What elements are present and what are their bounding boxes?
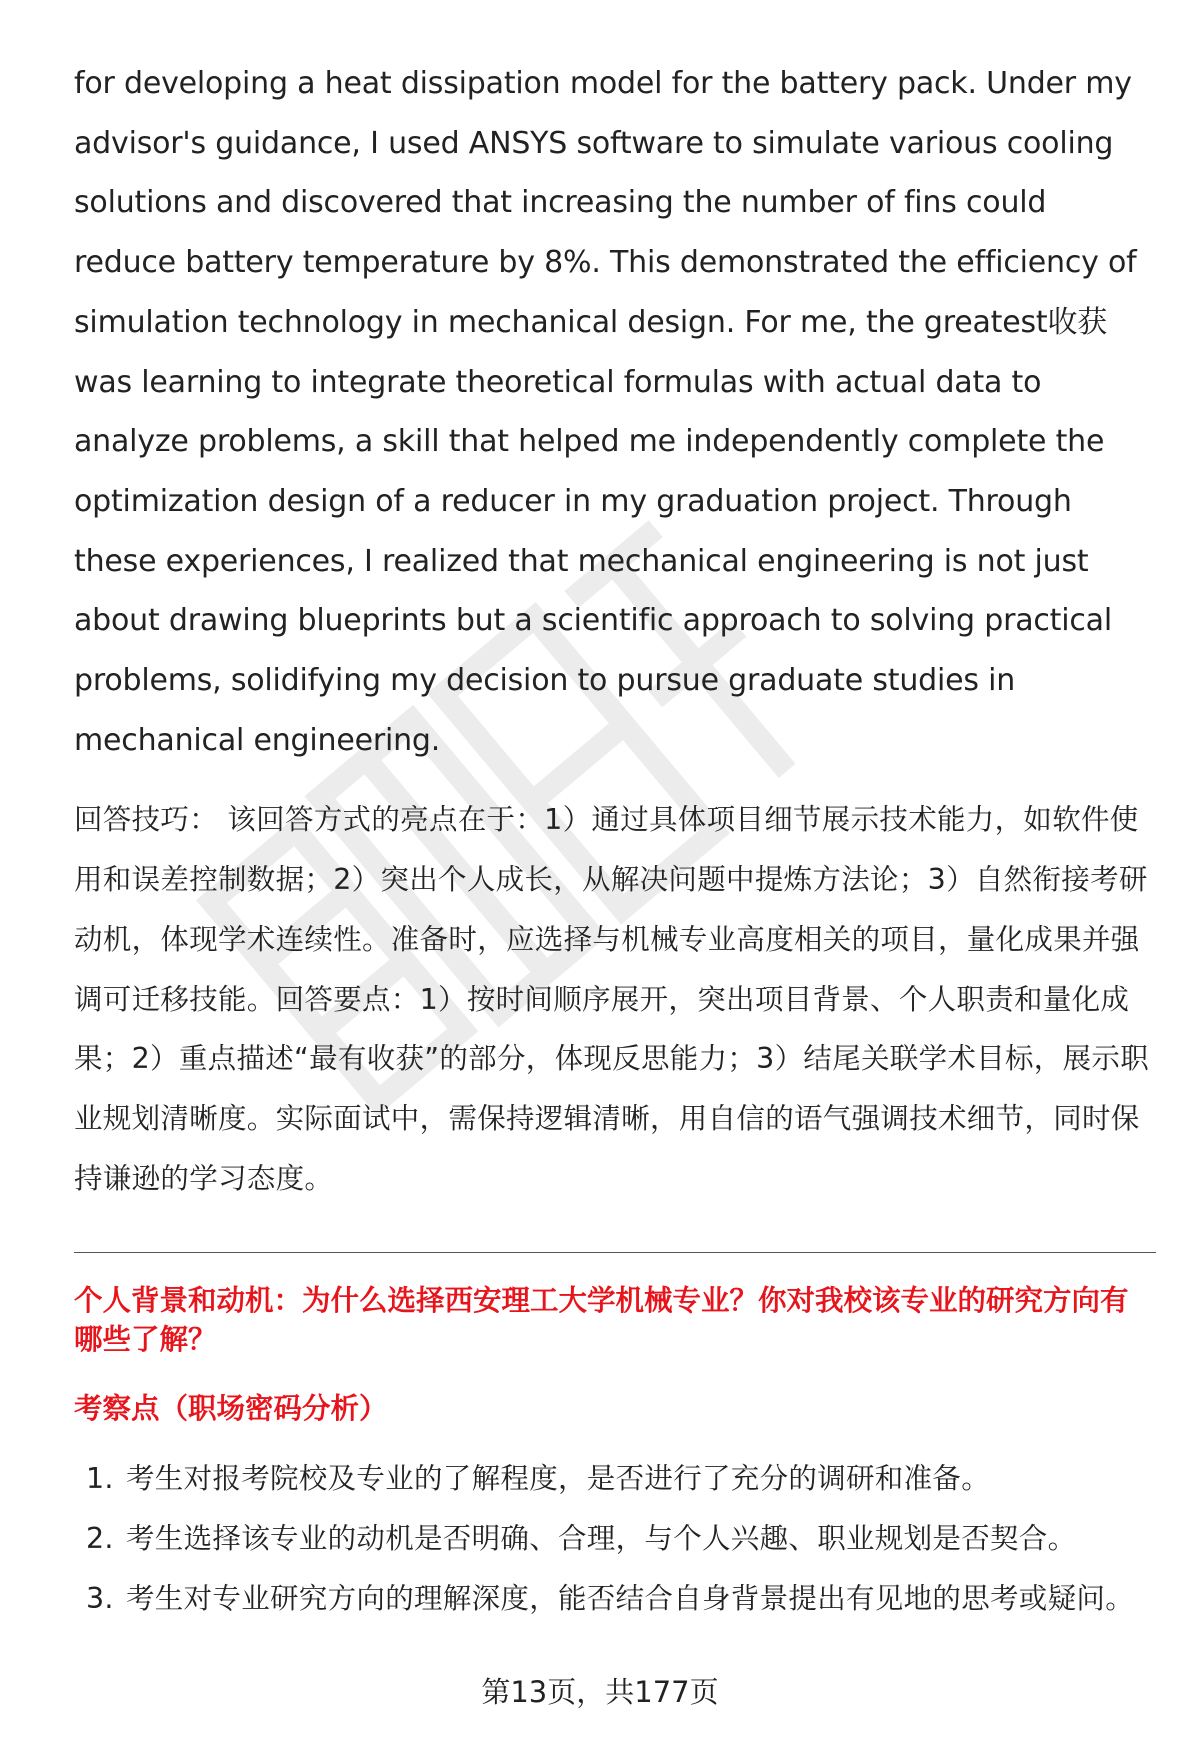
page-content [74, 54, 1156, 1628]
list-item-number: 3. [86, 1581, 114, 1615]
section-divider [74, 1252, 1156, 1253]
list-item-text: 考生选择该专业的动机是否明确、合理，与个人兴趣、职业规划是否契合。 [126, 1522, 1077, 1556]
list-item [74, 1509, 1156, 1569]
list-item-text: 考生对报考院校及专业的了解程度，是否进行了充分的调研和准备。 [126, 1462, 991, 1496]
list-item-number: 1. [86, 1462, 114, 1496]
list-item-text: 考生对专业研究方向的理解深度，能否结合自身背景提出有见地的思考或疑问。 [126, 1581, 1135, 1615]
page-footer: 第13页，共177页 [481, 1675, 719, 1709]
list-item [74, 1449, 1156, 1509]
question-title: 个人背景和动机：为什么选择西安理工大学机械专业？你对我校该专业的研究方向有哪些了解？ [74, 1284, 1129, 1357]
body-paragraph: for developing a heat dissipation model for the battery pack. Under my advisor's guidance, I used ANSYS software to simulate various cooling solutions and discovered that increasing the number of fins could reduce battery temperature by 8%. This demonstrated the efficiency of simulation technology in mechanical design. For me, the greatest收获 was learning to integrate theoretical formulas with actual data to analyze problems, a skill that helped me independently complete the optimization design of a reducer in my graduation project. Through these experiences, I realized that mechanical engineering is not just about drawing blueprints but a scientific approach to solving practical problems, solidifying my decision to pursue graduate studies in mechanical engineering. [74, 66, 1137, 758]
list-item-number: 2. [86, 1522, 114, 1556]
answer-tips-paragraph: 回答技巧： 该回答方式的亮点在于：1）通过具体项目细节展示技术能力，如软件使用和误差控制数据；2）突出个人成长，从解决问题中提炼方法论；3）自然衔接考研动机，体现学术连续性。准备时，应选择与机械专业高度相关的项目，量化成果并强调可迁移技能。回答要点：1）按时间顺序展开，突出项目背景、个人职责和量化成果；2）重点描述“最有收获”的部分，体现反思能力；3）结尾关联学术目标，展示职业规划清晰度。实际面试中，需保持逻辑清晰，用自信的语气强调技术细节，同时保持谦逊的学习态度。 [74, 803, 1149, 1195]
section-heading: 考察点（职场密码分析） [74, 1392, 388, 1426]
list-item [74, 1569, 1156, 1629]
examination-points-list [74, 1449, 1156, 1628]
